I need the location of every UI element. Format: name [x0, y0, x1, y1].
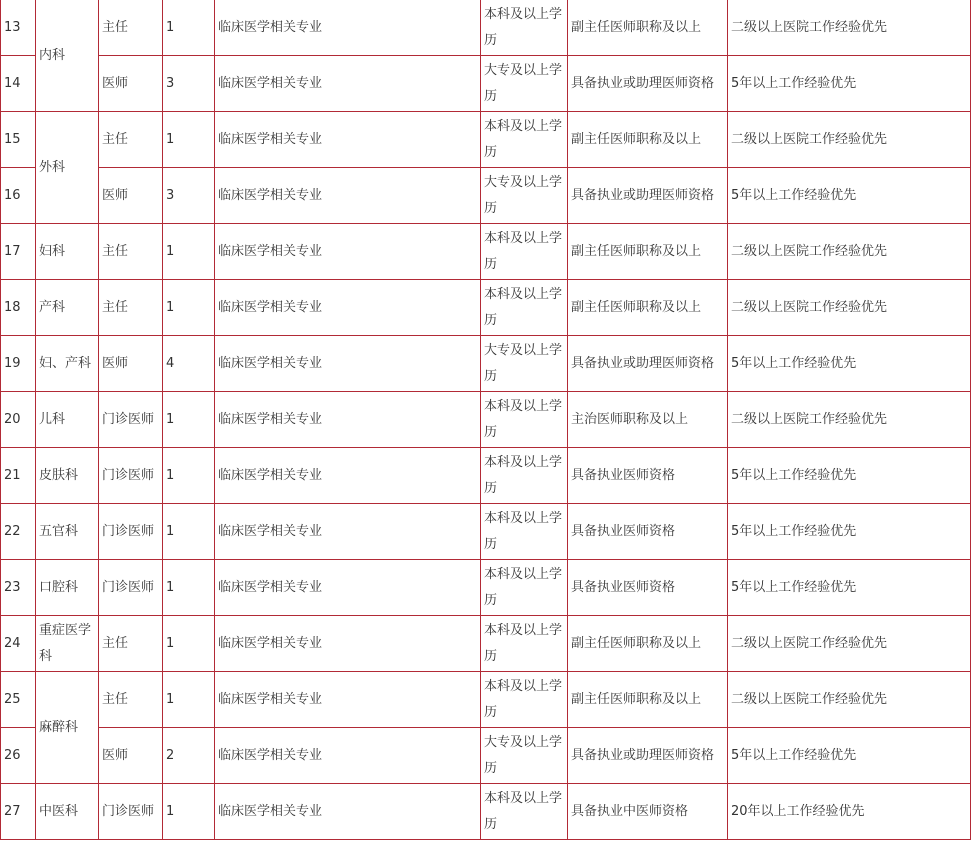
- table-row: [1, 560, 971, 616]
- major: 临床医学相关专业: [215, 56, 481, 112]
- row-number: 16: [1, 168, 36, 224]
- education: 大专及以上学历: [481, 168, 568, 224]
- table-row: [1, 392, 971, 448]
- education: 大专及以上学历: [481, 728, 568, 784]
- qualification: 具备执业或助理医师资格: [568, 168, 728, 224]
- qualification: 副主任医师职称及以上: [568, 616, 728, 672]
- row-number: 26: [1, 728, 36, 784]
- position-title: 主任: [99, 672, 163, 728]
- row-number: 24: [1, 616, 36, 672]
- education: 本科及以上学历: [481, 224, 568, 280]
- qualification: 副主任医师职称及以上: [568, 0, 728, 56]
- position-title: 门诊医师: [99, 560, 163, 616]
- education: 本科及以上学历: [481, 0, 568, 56]
- other-requirement: 5年以上工作经验优先: [728, 560, 971, 616]
- department: 儿科: [36, 392, 99, 448]
- department: 产科: [36, 280, 99, 336]
- education: 本科及以上学历: [481, 560, 568, 616]
- qualification: 副主任医师职称及以上: [568, 112, 728, 168]
- row-number: 18: [1, 280, 36, 336]
- row-number: 20: [1, 392, 36, 448]
- table-row: [1, 504, 971, 560]
- other-requirement: 二级以上医院工作经验优先: [728, 616, 971, 672]
- table-row: [1, 280, 971, 336]
- department: 五官科: [36, 504, 99, 560]
- education: 大专及以上学历: [481, 56, 568, 112]
- table-row: [1, 728, 971, 784]
- qualification: 具备执业或助理医师资格: [568, 56, 728, 112]
- position-title: 门诊医师: [99, 392, 163, 448]
- education: 本科及以上学历: [481, 784, 568, 840]
- row-number: 27: [1, 784, 36, 840]
- table-row: [1, 0, 971, 56]
- other-requirement: 5年以上工作经验优先: [728, 336, 971, 392]
- education: 本科及以上学历: [481, 448, 568, 504]
- headcount: 1: [163, 616, 215, 672]
- headcount: 1: [163, 280, 215, 336]
- major: 临床医学相关专业: [215, 280, 481, 336]
- other-requirement: 二级以上医院工作经验优先: [728, 280, 971, 336]
- major: 临床医学相关专业: [215, 616, 481, 672]
- other-requirement: 5年以上工作经验优先: [728, 504, 971, 560]
- qualification: 副主任医师职称及以上: [568, 224, 728, 280]
- department: 皮肤科: [36, 448, 99, 504]
- table-row: [1, 784, 971, 840]
- table-row: [1, 168, 971, 224]
- position-title: 主任: [99, 616, 163, 672]
- department: 重症医学科: [36, 616, 99, 672]
- qualification: 副主任医师职称及以上: [568, 672, 728, 728]
- other-requirement: 5年以上工作经验优先: [728, 168, 971, 224]
- position-title: 医师: [99, 168, 163, 224]
- other-requirement: 5年以上工作经验优先: [728, 56, 971, 112]
- qualification: 具备执业或助理医师资格: [568, 336, 728, 392]
- headcount: 3: [163, 56, 215, 112]
- headcount: 1: [163, 112, 215, 168]
- department: 妇、产科: [36, 336, 99, 392]
- qualification: 具备执业医师资格: [568, 504, 728, 560]
- table-row: [1, 56, 971, 112]
- education: 本科及以上学历: [481, 280, 568, 336]
- department: 口腔科: [36, 560, 99, 616]
- headcount: 1: [163, 784, 215, 840]
- major: 临床医学相关专业: [215, 784, 481, 840]
- major: 临床医学相关专业: [215, 0, 481, 56]
- table-row: [1, 112, 971, 168]
- headcount: 2: [163, 728, 215, 784]
- qualification: 具备执业中医师资格: [568, 784, 728, 840]
- major: 临床医学相关专业: [215, 336, 481, 392]
- row-number: 21: [1, 448, 36, 504]
- department: 中医科: [36, 784, 99, 840]
- row-number: 23: [1, 560, 36, 616]
- other-requirement: 二级以上医院工作经验优先: [728, 392, 971, 448]
- other-requirement: 20年以上工作经验优先: [728, 784, 971, 840]
- headcount: 1: [163, 0, 215, 56]
- position-title: 医师: [99, 336, 163, 392]
- position-title: 主任: [99, 280, 163, 336]
- position-title: 主任: [99, 0, 163, 56]
- headcount: 3: [163, 168, 215, 224]
- major: 临床医学相关专业: [215, 448, 481, 504]
- major: 临床医学相关专业: [215, 728, 481, 784]
- education: 本科及以上学历: [481, 616, 568, 672]
- education: 本科及以上学历: [481, 392, 568, 448]
- headcount: 1: [163, 392, 215, 448]
- department: 内科: [36, 0, 99, 112]
- table-row: [1, 448, 971, 504]
- major: 临床医学相关专业: [215, 224, 481, 280]
- department: 麻醉科: [36, 672, 99, 784]
- other-requirement: 二级以上医院工作经验优先: [728, 0, 971, 56]
- qualification: 具备执业或助理医师资格: [568, 728, 728, 784]
- row-number: 25: [1, 672, 36, 728]
- row-number: 22: [1, 504, 36, 560]
- position-title: 门诊医师: [99, 504, 163, 560]
- qualification: 具备执业医师资格: [568, 448, 728, 504]
- headcount: 1: [163, 224, 215, 280]
- position-title: 主任: [99, 224, 163, 280]
- qualification: 主治医师职称及以上: [568, 392, 728, 448]
- headcount: 1: [163, 560, 215, 616]
- row-number: 17: [1, 224, 36, 280]
- other-requirement: 二级以上医院工作经验优先: [728, 112, 971, 168]
- education: 本科及以上学历: [481, 672, 568, 728]
- major: 临床医学相关专业: [215, 560, 481, 616]
- department: 妇科: [36, 224, 99, 280]
- row-number: 15: [1, 112, 36, 168]
- education: 本科及以上学历: [481, 504, 568, 560]
- headcount: 4: [163, 336, 215, 392]
- qualification: 副主任医师职称及以上: [568, 280, 728, 336]
- headcount: 1: [163, 504, 215, 560]
- other-requirement: 二级以上医院工作经验优先: [728, 224, 971, 280]
- other-requirement: 二级以上医院工作经验优先: [728, 672, 971, 728]
- department: 外科: [36, 112, 99, 224]
- headcount: 1: [163, 448, 215, 504]
- major: 临床医学相关专业: [215, 392, 481, 448]
- other-requirement: 5年以上工作经验优先: [728, 728, 971, 784]
- table-row: [1, 224, 971, 280]
- position-title: 医师: [99, 728, 163, 784]
- position-title: 医师: [99, 56, 163, 112]
- row-number: 14: [1, 56, 36, 112]
- education: 本科及以上学历: [481, 112, 568, 168]
- position-title: 门诊医师: [99, 448, 163, 504]
- row-number: 13: [1, 0, 36, 56]
- row-number: 19: [1, 336, 36, 392]
- position-title: 门诊医师: [99, 784, 163, 840]
- major: 临床医学相关专业: [215, 672, 481, 728]
- other-requirement: 5年以上工作经验优先: [728, 448, 971, 504]
- table-row: [1, 672, 971, 728]
- major: 临床医学相关专业: [215, 168, 481, 224]
- major: 临床医学相关专业: [215, 504, 481, 560]
- headcount: 1: [163, 672, 215, 728]
- education: 大专及以上学历: [481, 336, 568, 392]
- qualification: 具备执业医师资格: [568, 560, 728, 616]
- major: 临床医学相关专业: [215, 112, 481, 168]
- table-row: [1, 616, 971, 672]
- position-title: 主任: [99, 112, 163, 168]
- table-row: [1, 336, 971, 392]
